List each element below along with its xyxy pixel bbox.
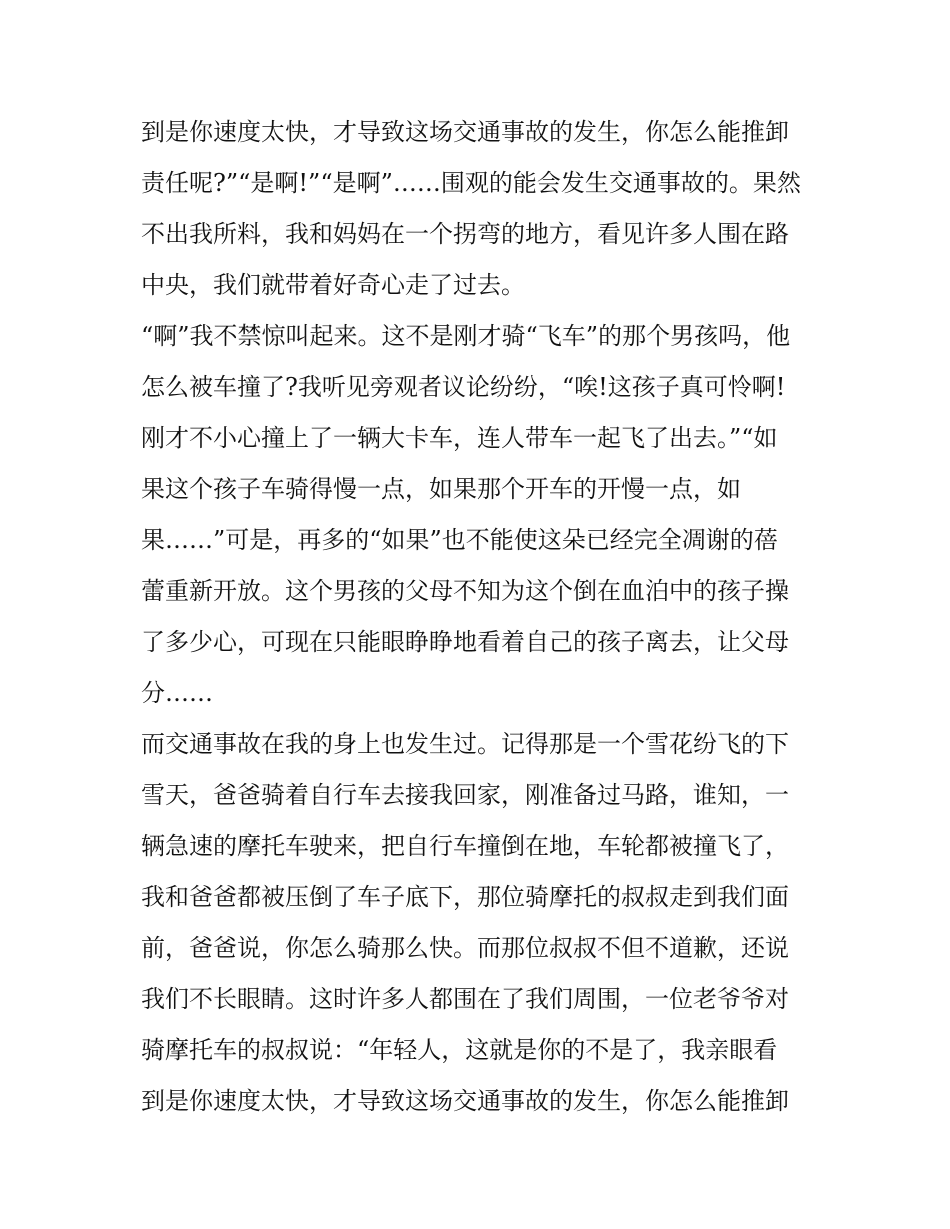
text-line: 雪天，爸爸骑着自行车去接我回家，刚准备过马路，谁知，一 — [141, 781, 789, 809]
text-line: 骑摩托车的叔叔说：“年轻人，这就是你的不是了，我亲眼看 — [141, 1036, 778, 1064]
text-line: 果这个孩子车骑得慢一点，如果那个开车的开慢一点，如 — [141, 475, 741, 503]
text-line: 蕾重新开放。这个男孩的父母不知为这个倒在血泊中的孩子操 — [141, 577, 789, 605]
text-line: “啊”我不禁惊叫起来。这不是刚才骑“飞车”的那个男孩吗，他 — [141, 322, 791, 350]
text-line: 果……”可是，再多的“如果”也不能使这朵已经完全凋谢的蓓 — [141, 526, 778, 554]
body-text — [141, 107, 821, 1127]
text-line: 我们不长眼睛。这时许多人都围在了我们周围，一位老爷爷对 — [141, 985, 789, 1013]
text-line: 而交通事故在我的身上也发生过。记得那是一个雪花纷飞的下 — [141, 730, 789, 758]
text-line: 责任呢?”“是啊!”“是啊”……围观的能会发生交通事故的。果然 — [141, 169, 801, 197]
text-line: 怎么被车撞了?我听见旁观者议论纷纷，“唉!这孩子真可怜啊! — [141, 373, 786, 401]
text-line: 到是你速度太快，才导致这场交通事故的发生，你怎么能推卸 — [141, 118, 789, 146]
text-line: 了多少心，可现在只能眼睁睁地看着自己的孩子离去，让父母 — [141, 628, 789, 656]
text-line: 我和爸爸都被压倒了车子底下，那位骑摩托的叔叔走到我们面 — [141, 883, 789, 911]
text-line: 分…… — [141, 679, 213, 707]
text-line: 刚才不小心撞上了一辆大卡车，连人带车一起飞了出去。”“如 — [141, 424, 778, 452]
text-line: 辆急速的摩托车驶来，把自行车撞倒在地，车轮都被撞飞了， — [141, 832, 789, 860]
text-line: 到是你速度太快，才导致这场交通事故的发生，你怎么能推卸 — [141, 1087, 789, 1115]
text-line: 不出我所料，我和妈妈在一个拐弯的地方，看见许多人围在路 — [141, 220, 789, 248]
text-line: 中央，我们就带着好奇心走了过去。 — [141, 271, 525, 299]
text-line: 前，爸爸说，你怎么骑那么快。而那位叔叔不但不道歉，还说 — [141, 934, 789, 962]
